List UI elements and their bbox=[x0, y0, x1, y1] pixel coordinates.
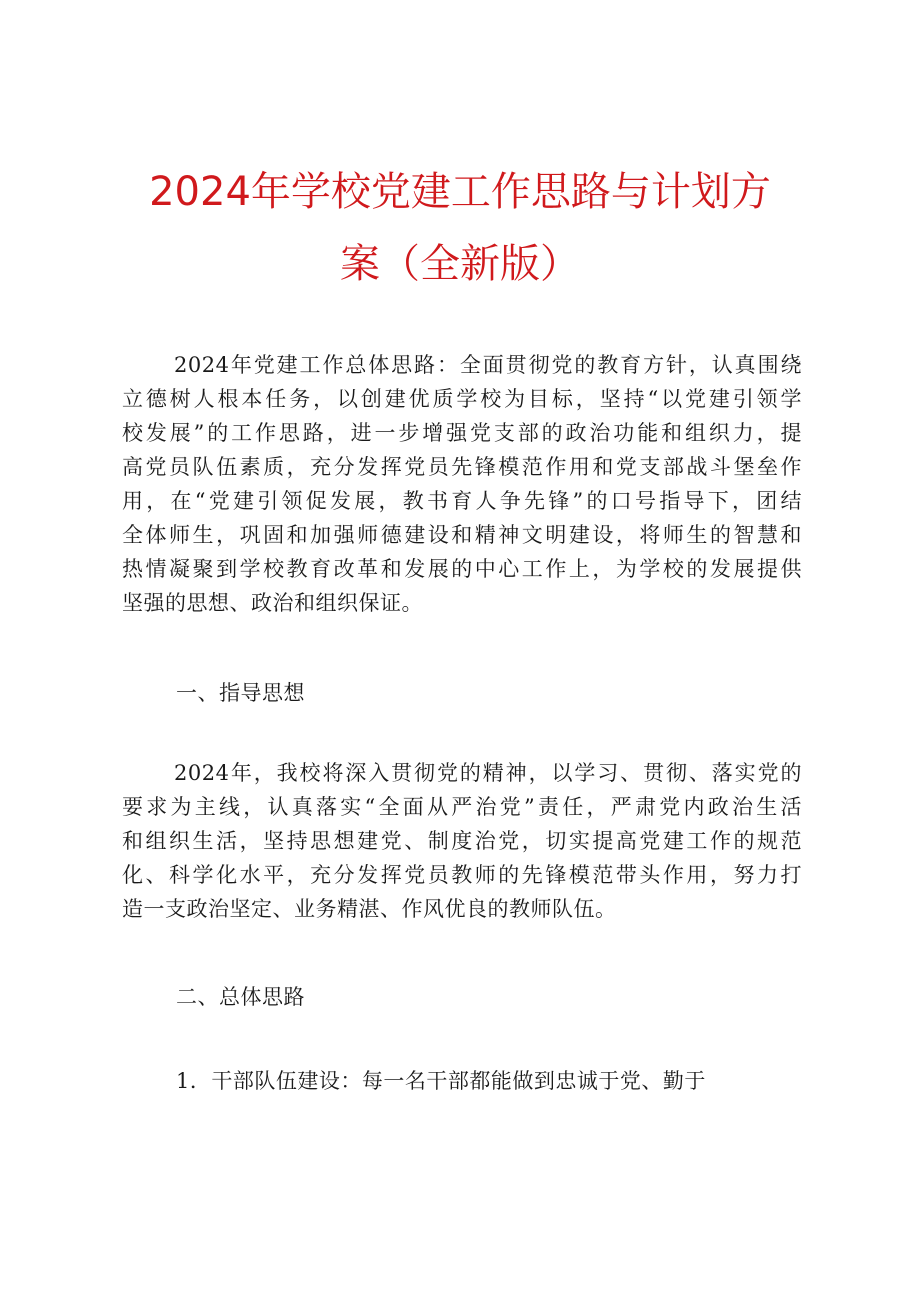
section-heading-guiding-thought: 一、指导思想 bbox=[176, 681, 305, 705]
intro-line: 高党员队伍素质，充分发挥党员先锋模范作用和党支部战斗堡垒作 bbox=[122, 455, 802, 479]
guiding-thought-line: 要求为主线，认真落实“全面从严治党”责任，严肃党内政治生活 bbox=[122, 795, 802, 819]
guiding-thought-line: 和组织生活，坚持思想建党、制度治党，切实提高党建工作的规范 bbox=[122, 829, 802, 853]
section-heading-overall-approach: 二、总体思路 bbox=[176, 985, 305, 1009]
guiding-thought-paragraph bbox=[122, 756, 802, 926]
guiding-thought-line: 化、科学化水平，充分发挥党员教师的先锋模范带头作用，努力打 bbox=[122, 863, 802, 887]
intro-line: 坚强的思想、政治和组织保证。 bbox=[122, 591, 423, 615]
intro-line: 用，在“党建引领促发展，教书育人争先锋”的口号指导下，团结 bbox=[122, 489, 802, 513]
intro-line: 热情凝聚到学校教育改革和发展的中心工作上，为学校的发展提供 bbox=[122, 557, 802, 581]
intro-line: 校发展”的工作思路，进一步增强党支部的政治功能和组织力，提 bbox=[122, 421, 802, 445]
intro-line: 立德树人根本任务，以创建优质学校为目标，坚持“以党建引领学 bbox=[122, 387, 802, 411]
list-item-cadre-team: 1．干部队伍建设：每一名干部都能做到忠诚于党、勤于 bbox=[176, 1069, 706, 1093]
guiding-thought-line: 2024年，我校将深入贯彻党的精神，以学习、贯彻、落实党的 bbox=[174, 761, 802, 785]
intro-line: 全体师生，巩固和加强师德建设和精神文明建设，将师生的智慧和 bbox=[122, 523, 802, 547]
document-title-line-2: 案（全新版） bbox=[340, 241, 580, 287]
intro-paragraph bbox=[122, 348, 802, 620]
intro-line: 2024年党建工作总体思路：全面贯彻党的教育方针，认真围绕 bbox=[174, 353, 802, 377]
guiding-thought-line: 造一支政治坚定、业务精湛、作风优良的教师队伍。 bbox=[122, 897, 617, 921]
document-title-line-1: 2024年学校党建工作思路与计划方 bbox=[149, 169, 771, 215]
